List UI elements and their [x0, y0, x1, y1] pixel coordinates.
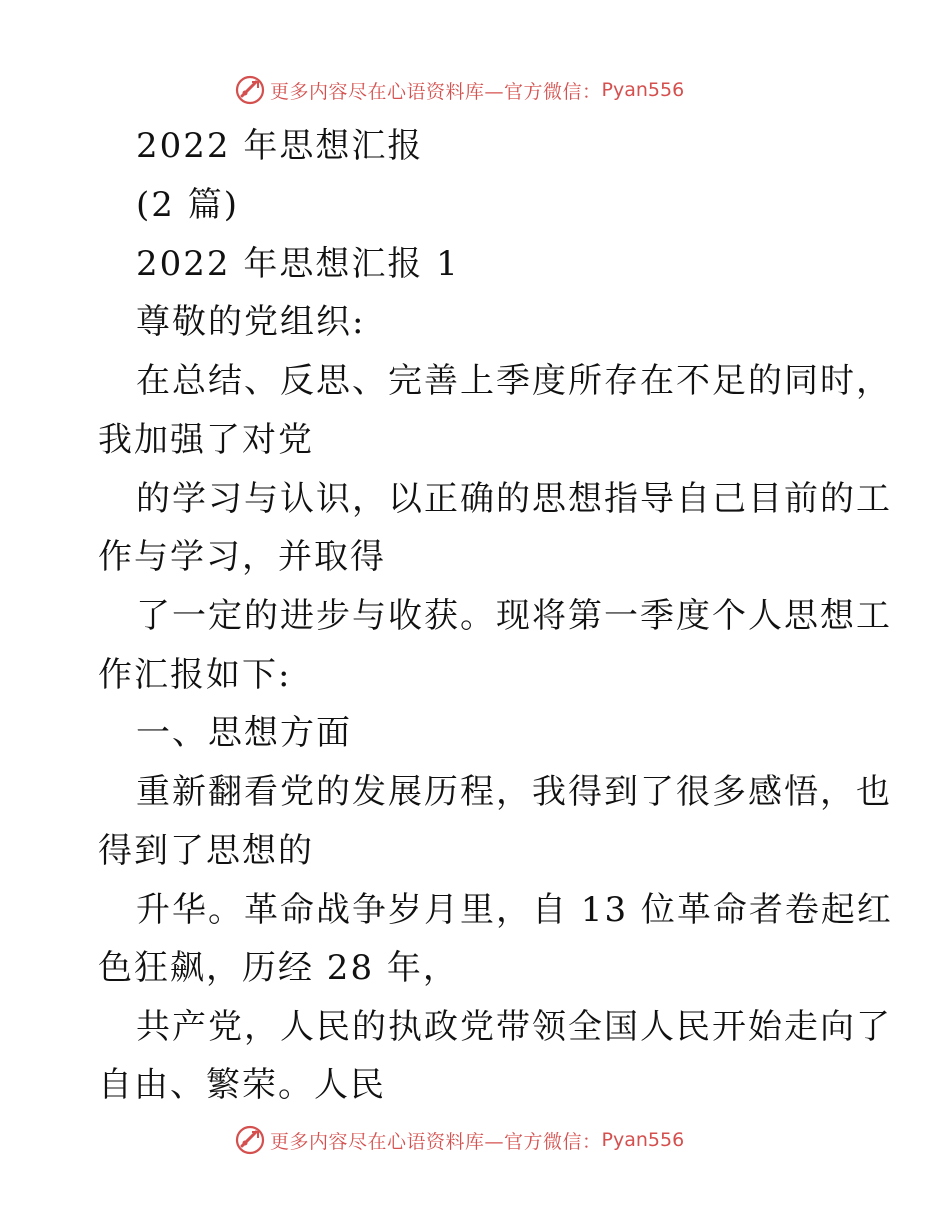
brand-logo-icon	[234, 1124, 266, 1156]
section-heading: 一、思想方面	[136, 713, 352, 753]
banner-wechat-id: Pyan556	[601, 79, 685, 101]
header-banner	[234, 72, 684, 108]
paragraph-line: 得到了思想的	[98, 831, 314, 871]
paragraph-line: 自由、繁荣。人民	[98, 1065, 386, 1105]
banner-wechat-id: Pyan556	[601, 1129, 685, 1151]
paragraph-line: 我加强了对党	[98, 420, 314, 460]
section-title: 2022 年思想汇报 1	[136, 244, 460, 284]
paragraph-line: 在总结、反思、完善上季度所存在不足的同时，	[136, 361, 892, 401]
banner-text: 更多内容尽在心语资料库—官方微信：	[270, 80, 602, 103]
paragraph-line: 作汇报如下:	[98, 655, 292, 695]
salutation: 尊敬的党组织:	[136, 302, 366, 342]
paragraph-line: 重新翻看党的发展历程，我得到了很多感悟，也	[136, 772, 892, 812]
document-subtitle: (2 篇)	[136, 185, 239, 225]
paragraph-line: 作与学习，并取得	[98, 537, 386, 577]
paragraph-line: 了一定的进步与收获。现将第一季度个人思想工	[136, 596, 892, 636]
brand-logo-icon	[234, 74, 266, 106]
document-title: 2022 年思想汇报	[136, 126, 424, 166]
footer-banner	[234, 1122, 684, 1158]
paragraph-line: 的学习与认识，以正确的思想指导自己目前的工	[136, 479, 892, 519]
paragraph-line: 升华。革命战争岁月里，自 13 位革命者卷起红	[136, 890, 893, 930]
paragraph-line: 色狂飙，历经 28 年，	[98, 948, 459, 988]
paragraph-line: 共产党，人民的执政党带领全国人民开始走向了	[136, 1007, 892, 1047]
banner-text: 更多内容尽在心语资料库—官方微信：	[270, 1130, 602, 1153]
